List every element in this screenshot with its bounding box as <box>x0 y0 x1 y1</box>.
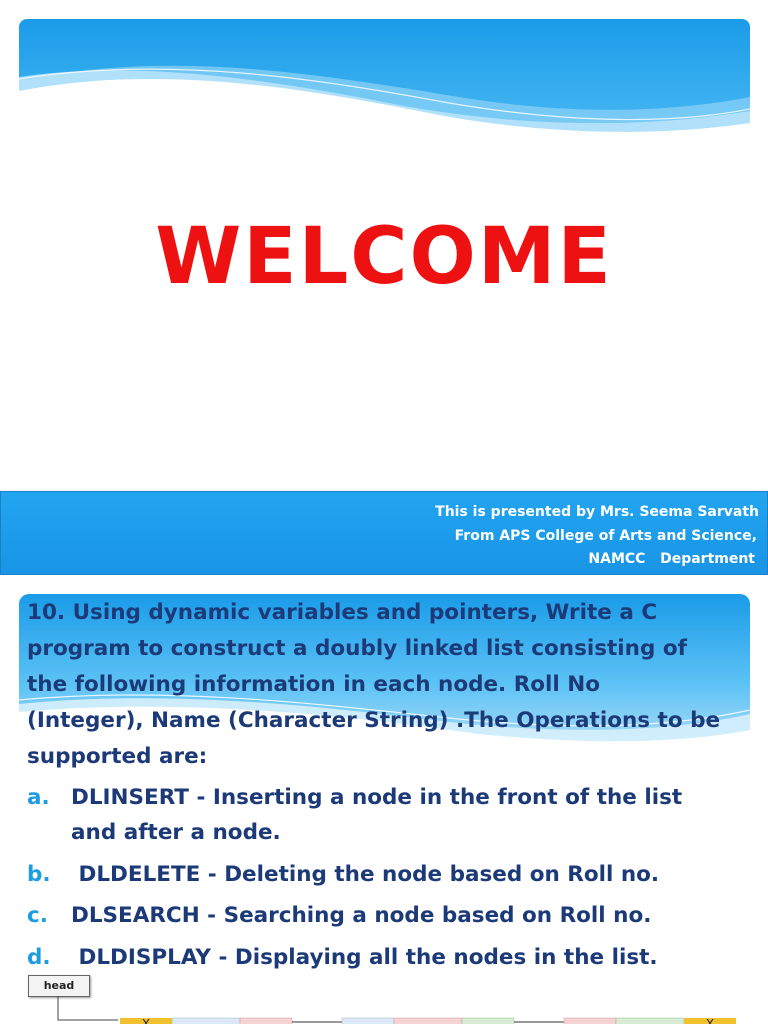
svg-text:X: X <box>141 1017 151 1024</box>
list-marker: c. <box>27 903 48 928</box>
question-line: 10. Using dynamic variables and pointers, Write a C <box>27 600 658 625</box>
list-marker: a. <box>27 785 50 810</box>
operation-text-continued: and after a node. <box>71 820 281 845</box>
list-marker: d. <box>27 945 51 970</box>
operation-text: DLINSERT - Inserting a node in the front of the list <box>71 785 683 810</box>
question-line: the following information in each node. Roll No <box>27 672 601 697</box>
wave-banner-graphic <box>19 19 750 135</box>
question-line: (Integer), Name (Character String) .The Operations to be <box>27 708 721 733</box>
linked-list-diagram-graphic <box>0 990 768 1024</box>
question-text <box>27 595 757 775</box>
operation-text: DLDISPLAY - Displaying all the nodes in the list. <box>71 945 658 970</box>
question-line: program to construct a doubly linked list consisting of <box>27 636 687 661</box>
operation-text: DLDELETE - Deleting the node based on Roll no. <box>71 862 660 887</box>
list-marker: b. <box>27 862 51 887</box>
operation-text: DLSEARCH - Searching a node based on Roll no. <box>71 903 652 928</box>
presenter-info-box <box>0 491 768 575</box>
head-pointer-label: head <box>28 975 90 997</box>
presenter-line: This is presented by Mrs. Seema Sarvath <box>435 504 759 520</box>
welcome-title: WELCOME <box>155 212 613 302</box>
linked-list-diagram <box>0 990 768 1024</box>
college-line: From APS College of Arts and Science, <box>454 527 757 544</box>
department-line: NAMCC Department <box>588 551 755 567</box>
top-wave-banner <box>19 19 750 135</box>
svg-text:X: X <box>705 1017 715 1024</box>
question-line: supported are: <box>27 744 208 769</box>
